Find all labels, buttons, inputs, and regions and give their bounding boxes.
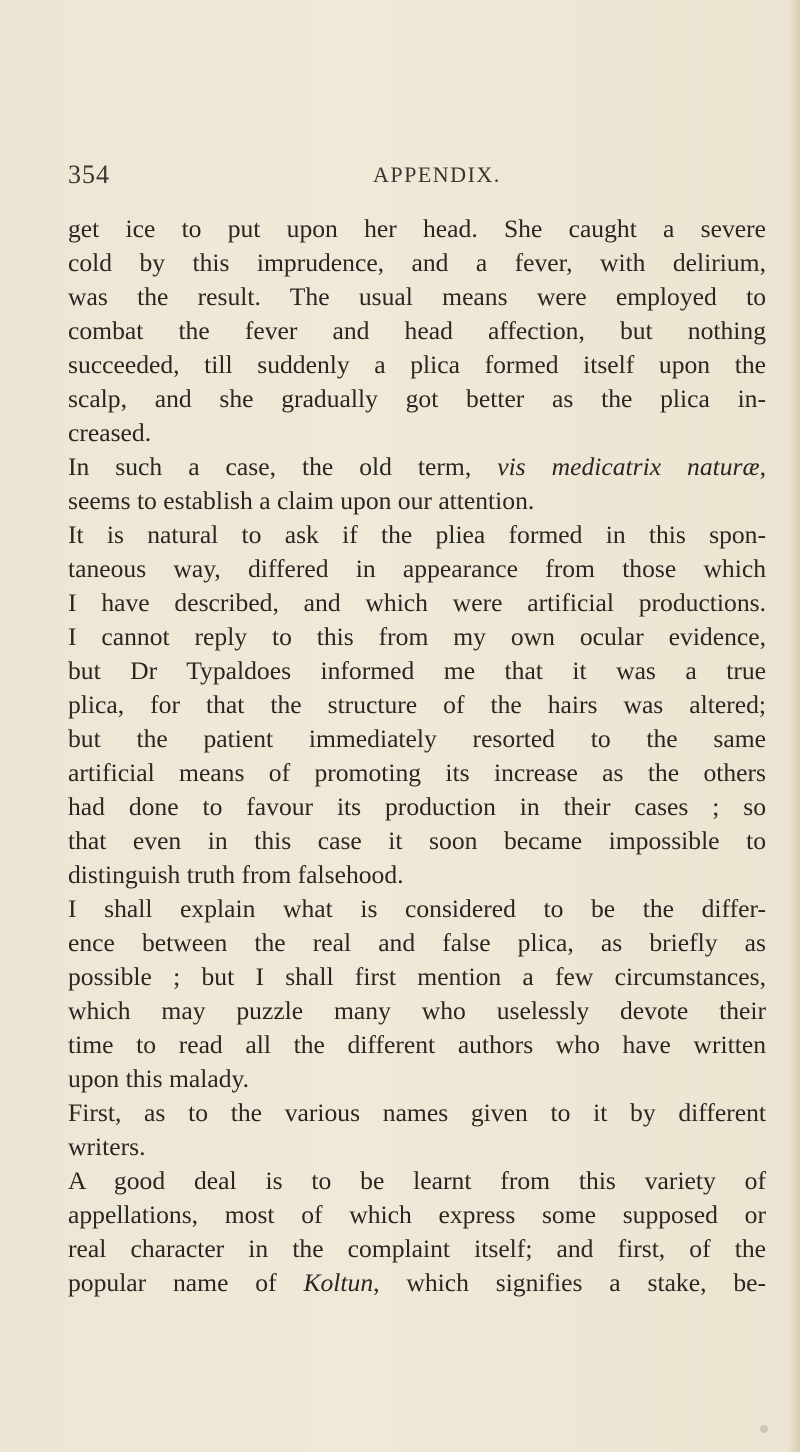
- text-line: had done to favour its production in their cases ; so: [68, 792, 766, 821]
- text-line: was the result. The usual means were employed to: [68, 282, 766, 311]
- paper-blemish: [760, 1425, 768, 1433]
- text-line: upon this malady.: [68, 1064, 250, 1093]
- text-line: artificial means of promoting its increase as the others: [68, 758, 766, 787]
- text-line: time to read all the different authors who have written: [68, 1030, 766, 1059]
- text-line: get ice to put upon her head. She caught a severe: [68, 214, 766, 243]
- text-line: but Dr Typaldoes informed me that it was a true: [68, 656, 766, 685]
- text-line: which may puzzle many who uselessly devote their: [68, 996, 766, 1025]
- text-line: that even in this case it soon became impossible to: [68, 826, 766, 855]
- text-line: possible ; but I shall first mention a few circumstances,: [68, 962, 766, 991]
- page-header: [68, 160, 748, 200]
- text-line: It is natural to ask if the pliea formed in this spon-: [68, 520, 766, 549]
- italic-term: Koltun: [303, 1268, 374, 1297]
- italic-term: vis medicatrix naturæ: [497, 452, 760, 481]
- running-head: APPENDIX.: [373, 162, 501, 187]
- text-segment: In such a case, the old term,: [68, 452, 498, 481]
- text-line: seems to establish a claim upon our attention.: [68, 486, 535, 515]
- text-line: creased.: [68, 418, 152, 447]
- text-line: plica, for that the structure of the hairs was altered;: [68, 690, 766, 719]
- text-line: distinguish truth from falsehood.: [68, 860, 404, 889]
- text-line: I have described, and which were artificial productions.: [68, 588, 766, 617]
- text-line: scalp, and she gradually got better as the plica in-: [68, 384, 766, 413]
- text-line: succeeded, till suddenly a plica formed itself upon the: [68, 350, 766, 379]
- text-line: I shall explain what is considered to be the differ-: [68, 894, 766, 923]
- text-line: but the patient immediately resorted to the same: [68, 724, 766, 753]
- text-segment: , which signifies a stake, be-: [373, 1268, 766, 1297]
- text-line: ence between the real and false plica, as briefly as: [68, 928, 766, 957]
- text-line: appellations, most of which express some supposed or: [68, 1200, 766, 1229]
- text-segment: popular name of: [68, 1268, 304, 1297]
- text-line: taneous way, differed in appearance from those which: [68, 554, 766, 583]
- text-line: A good deal is to be learnt from this variety of: [68, 1166, 766, 1195]
- text-line: writers.: [68, 1132, 146, 1161]
- text-line: I cannot reply to this from my own ocular evidence,: [68, 622, 766, 651]
- text-line: combat the fever and head affection, but nothing: [68, 316, 766, 345]
- body-text: [68, 212, 766, 1300]
- text-segment: ,: [759, 452, 766, 481]
- text-line: cold by this imprudence, and a fever, with delirium,: [68, 248, 766, 277]
- page-edge-shadow: [788, 0, 800, 1452]
- text-line: First, as to the various names given to it by different: [68, 1098, 766, 1127]
- page-number: 354: [68, 160, 110, 189]
- text-line: [68, 450, 766, 484]
- text-line: real character in the complaint itself; and first, of the: [68, 1234, 766, 1263]
- text-line: [68, 1266, 766, 1300]
